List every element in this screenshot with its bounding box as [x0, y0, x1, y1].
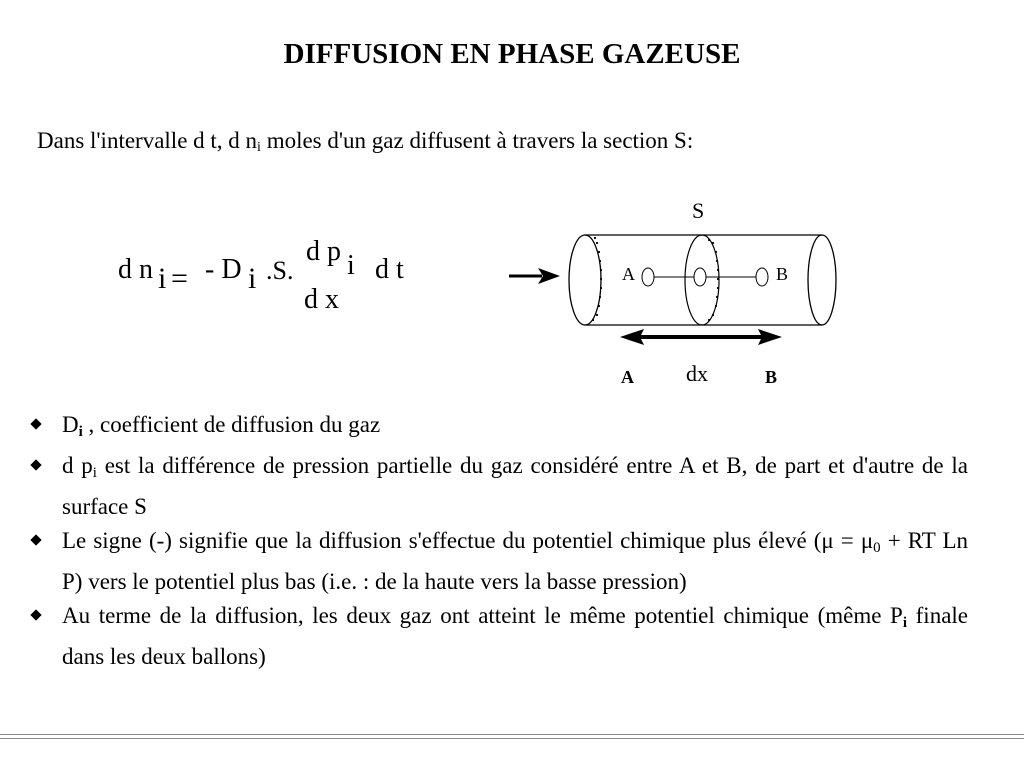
bullet-item — [32, 599, 968, 674]
formula-equals: = — [171, 262, 188, 295]
formula-numerator-subscript: i — [347, 250, 355, 281]
intro-text-after: moles d'un gaz diffusent à travers la section S: — [260, 128, 694, 153]
dx-label: dx — [686, 361, 708, 386]
bullet-symbol: d p — [62, 453, 93, 478]
bullet-text: , coefficient de diffusion du gaz — [82, 412, 381, 437]
bullet-text-continued: finale dans les deux ballons) — [62, 603, 968, 669]
bullet-symbol-subscript: i — [92, 465, 97, 481]
diamond-bullet-icon — [30, 609, 41, 620]
slide-title: DIFFUSION EN PHASE GAZEUSE — [283, 38, 741, 70]
bullet-item — [32, 449, 968, 524]
point-b-label: B — [776, 264, 789, 284]
section-label: S — [692, 198, 705, 223]
intro-subscript: i — [257, 140, 261, 155]
bullet-text: Le signe (-) signifie que la diffusion s'effectue du potentiel chimique plus élevé (μ = μ — [62, 528, 874, 553]
bullet-list — [32, 408, 968, 674]
formula-denominator: d x — [304, 284, 339, 315]
diamond-bullet-icon — [30, 459, 41, 470]
bullet-symbol-subscript: i — [78, 424, 83, 440]
point-s-marker — [694, 268, 706, 286]
cylinder — [569, 235, 836, 325]
point-a-label: A — [622, 264, 635, 284]
incoming-arrow — [509, 268, 560, 284]
formula-lhs: d n — [118, 254, 153, 285]
bullet-text: Au terme de la diffusion, les deux gaz ont atteint le même potentiel chimique (même P — [62, 603, 903, 628]
bullet-subscript: 0 — [873, 540, 881, 556]
bullet-item — [32, 524, 968, 599]
diamond-bullet-icon — [30, 534, 41, 545]
formula-dt: d t — [375, 254, 404, 285]
footer-divider — [0, 734, 1024, 735]
formula-minus-d: - D — [205, 254, 242, 285]
bullet-subscript: i — [902, 615, 908, 631]
point-a-marker — [642, 268, 654, 286]
intro-text-before: Dans l'intervalle d t, d n — [37, 128, 258, 153]
footer-divider — [0, 738, 1024, 739]
intro-sentence — [37, 128, 693, 156]
bullet-text-continued: + RT Ln P) vers le potentiel plus bas (i.e. : de la haute vers la basse pression) — [62, 528, 968, 594]
section-s-ring — [685, 235, 719, 325]
bullet-symbol: D — [62, 412, 79, 437]
bottom-a-label: A — [621, 367, 634, 387]
formula-lhs-subscript: i — [158, 262, 167, 295]
point-b-marker — [756, 268, 768, 286]
bottom-b-label: B — [765, 367, 778, 387]
bullet-item — [32, 408, 968, 449]
formula-s-part: .S. — [266, 256, 294, 285]
formula-d-subscript: i — [248, 262, 257, 295]
dx-double-arrow — [620, 329, 782, 345]
section-dots — [592, 237, 719, 321]
formula-numerator: d p — [306, 236, 341, 267]
bullet-text: est la différence de pression partielle du gaz considéré entre A et B, de part et d'autre de la surface S — [62, 453, 969, 519]
diamond-bullet-icon — [30, 418, 41, 429]
